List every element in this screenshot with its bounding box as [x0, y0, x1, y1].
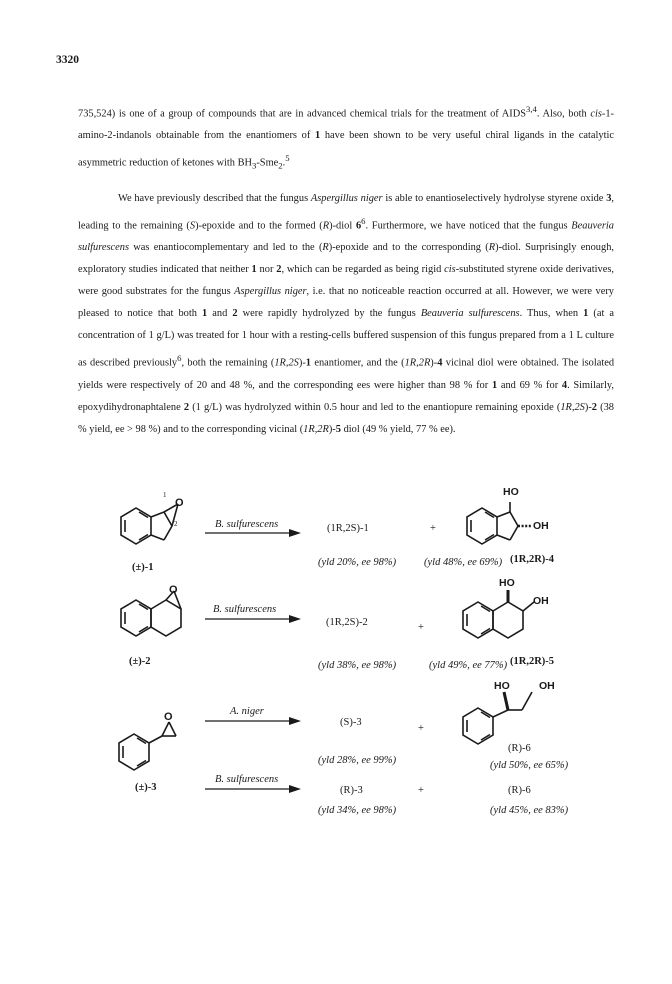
product-5-label: (S)-3 — [340, 717, 362, 728]
product-7-label: (R)-3 — [340, 785, 363, 796]
condition-label-1: B. sulfurescens — [215, 519, 279, 530]
product-1-label: (1R,2S)-1 — [327, 523, 369, 534]
condition-label-3b: B. sulfurescens — [215, 774, 279, 785]
substrate-label-1: (±)-1 — [132, 562, 154, 573]
hydroxyl-label-oh-2: OH — [533, 595, 549, 607]
dihydronaphthalene-oxide-structure — [106, 586, 206, 648]
reaction-arrow-3a — [205, 716, 301, 726]
substrate-label-3: (±)-3 — [135, 782, 157, 793]
yield-3d: (yld 45%, ee 83%) — [490, 805, 569, 816]
epoxide-o-label: O — [175, 497, 184, 509]
hydroxyl-label-oh-3: OH — [539, 680, 555, 692]
product-4-label: (1R,2R)-5 — [510, 656, 555, 667]
product-3-label: (1R,2S)-2 — [326, 617, 368, 628]
plus-sign-1: + — [430, 523, 436, 534]
position-1-label: 1 — [163, 491, 167, 499]
phenyl-ethanediol-structure — [456, 680, 556, 748]
plus-sign-2: + — [418, 622, 424, 633]
yield-2a: (yld 38%, ee 98%) — [318, 660, 397, 671]
page-number: 3320 — [56, 54, 79, 66]
substrate-label-2: (±)-2 — [129, 656, 151, 667]
product-8-label: (R)-6 — [508, 785, 531, 796]
position-2-label: 2 — [174, 520, 178, 528]
yield-2b: (yld 49%, ee 77%) — [429, 660, 508, 671]
reaction-arrow-2 — [205, 614, 301, 624]
yield-3b: (yld 50%, ee 65%) — [490, 760, 569, 771]
epoxide-o-label-2: O — [169, 584, 178, 596]
hydroxyl-label-ho-1: HO — [503, 486, 519, 498]
paragraph-1: 735,524) is one of a group of compounds that are in advanced chemical trials for the treatment of AIDS$^{3,4}$. Also, both cis-1-amino-2-indanols obtainable from the enantiomers of 1 have been shown to be very useful chiral ligands in the catalytic asymmetric reduction of ketones with $BH_3-Sme_2.^5$ — [78, 104, 614, 172]
product-2-label: (1R,2R)-4 — [510, 554, 555, 565]
hydroxyl-label-oh-1: OH — [533, 520, 549, 532]
yield-3a: (yld 28%, ee 99%) — [318, 755, 397, 766]
indane-diol-structure — [452, 496, 562, 554]
reaction-arrow-3b — [205, 784, 301, 794]
paragraph-2: We have previously described that the fungus Aspergillus niger is able to enantioselectively hydrolyse styrene oxide 3, leading to the remaining (S)-epoxide and to the formed (R)-diol $6^6$. Furthermore, we have noticed that the fungus Beauveria sulfurescens was enantiocomplementary and led to the (R)-epoxide and to the corresponding (R)-diol. Surprisingly enough, exploratory studies indicated that neither 1 nor 2, which can be regarded as being rigid cis-substituted styrene oxide derivatives, were good substrates for the fungus Aspergillus niger, i.e. that no noticeable reaction occurred at all. However, we were very pleased to notice that both 1 and 2 were rapidly hydrolyzed by the fungus Beauveria sulfurescens. Thus, when 1 (at a concentration of 1 g/L) was treated for 1 hour with a resting-cells buffered suspension of this fungus prepared from a 1 L culture as described previously$^6$, both the remaining (1R,2S)-1 enantiomer, and the (1R,2R)-4 vicinal diol were obtained. The isolated yields were respectively of 20 and 48 %, and the corresponding ees were higher than 98 % for 1 and 69 % for 4. Similarly, epoxydihydronaphtalene 2 (1 g/L) was hydrolyzed within 0.5 hour and led to the enantiopure remaining epoxide (1R,2S)-2 (38 % yield, ee > 98 %) and to the corresponding vicinal (1R,2R)-5 diol (49 % yield, 77 % ee). — [78, 193, 615, 435]
tetralin-diol-structure — [448, 586, 558, 650]
hydroxyl-label-ho-2: HO — [499, 577, 515, 589]
plus-sign-3b: + — [418, 785, 424, 796]
yield-1a: (yld 20%, ee 98%) — [318, 557, 397, 568]
yield-3c: (yld 34%, ee 98%) — [318, 805, 397, 816]
product-6-label: (R)-6 — [508, 743, 531, 754]
yield-1b: (yld 48%, ee 69%) — [424, 557, 503, 568]
plus-sign-3a: + — [418, 723, 424, 734]
hydroxyl-label-ho-3: HO — [494, 680, 510, 692]
indene-oxide-structure — [106, 498, 216, 558]
styrene-oxide-structure — [112, 712, 192, 776]
reaction-arrow-1 — [205, 528, 301, 538]
condition-label-3a: A. niger — [230, 706, 264, 717]
epoxide-o-label-3: O — [164, 711, 173, 723]
condition-label-2: B. sulfurescens — [213, 604, 277, 615]
